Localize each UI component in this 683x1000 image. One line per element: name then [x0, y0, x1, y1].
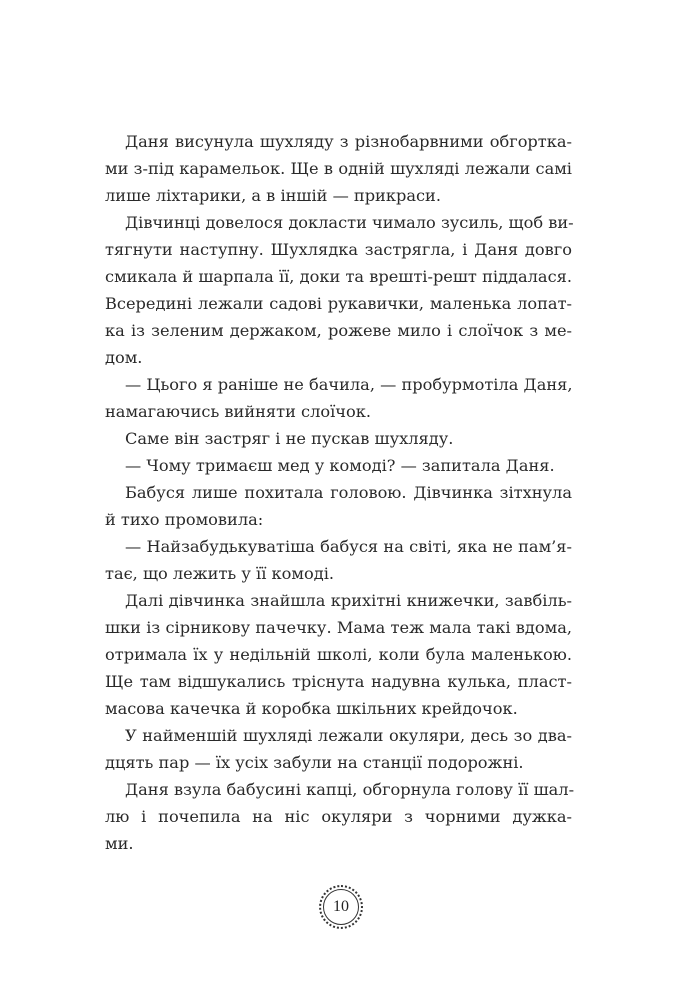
text-line: масова качечка й коробка шкільних крейдочок. [105, 699, 518, 718]
text-line: смикала й шарпала її, доки та врешті-решт піддалася. [105, 267, 572, 286]
text-line: й тихо промовила: [105, 510, 264, 529]
page-number: 10 [323, 889, 359, 925]
page-body-text [105, 128, 575, 857]
text-line: Даня взула бабусині капці, обгорнула голову її шал- [125, 780, 575, 799]
text-line: Бабуся лише похитала головою. Дівчинка зітхнула [125, 483, 572, 502]
text-line: отримала їх у недільній школі, коли була маленькою. [105, 645, 572, 664]
text-line: ми. [105, 834, 134, 853]
text-line: тягнути наступну. Шухлядка застрягла, і Даня довго [105, 240, 572, 259]
text-line: — Найзабудькуватіша бабуся на світі, яка не пам’я- [125, 537, 572, 556]
text-line: шки із сірникову пачечку. Мама теж мала такі вдома, [105, 618, 572, 637]
text-line: намагаючись вийняти слоїчок. [105, 402, 371, 421]
text-line: — Цього я раніше не бачила, — пробурмотіла Даня, [125, 375, 573, 394]
text-line: Далі дівчинка знайшла крихітні книжечки, завбіль- [125, 591, 572, 610]
text-line: тає, що лежить у її комоді. [105, 564, 335, 583]
page-number-badge [319, 885, 363, 929]
text-line: лю і почепила на ніс окуляри з чорними дужка- [105, 807, 572, 826]
text-line: Даня висунула шухляду з різнобарвними обгортка- [125, 132, 572, 151]
text-line: лише ліхтарики, а в іншій — прикраси. [105, 186, 441, 205]
text-line: Дівчинці довелося докласти чимало зусиль, щоб ви- [125, 213, 574, 232]
text-line: — Чому тримаєш мед у комоді? — запитала Даня. [125, 456, 555, 475]
text-line: Саме він застряг і не пускав шухляду. [125, 429, 454, 448]
text-line: ми з-під карамельок. Ще в одній шухляді лежали самі [105, 159, 572, 178]
text-line: ка із зеленим держаком, рожеве мило і слоїчок з ме- [105, 321, 572, 340]
text-line: дцять пар — їх усіх забули на станції подорожні. [105, 753, 524, 772]
text-line: дом. [105, 348, 143, 367]
text-line: У найменшій шухляді лежали окуляри, десь зо два- [125, 726, 572, 745]
text-line: Ще там відшукались тріснута надувна кулька, пласт- [105, 672, 572, 691]
text-line: Всередині лежали садові рукавички, маленька лопат- [105, 294, 572, 313]
